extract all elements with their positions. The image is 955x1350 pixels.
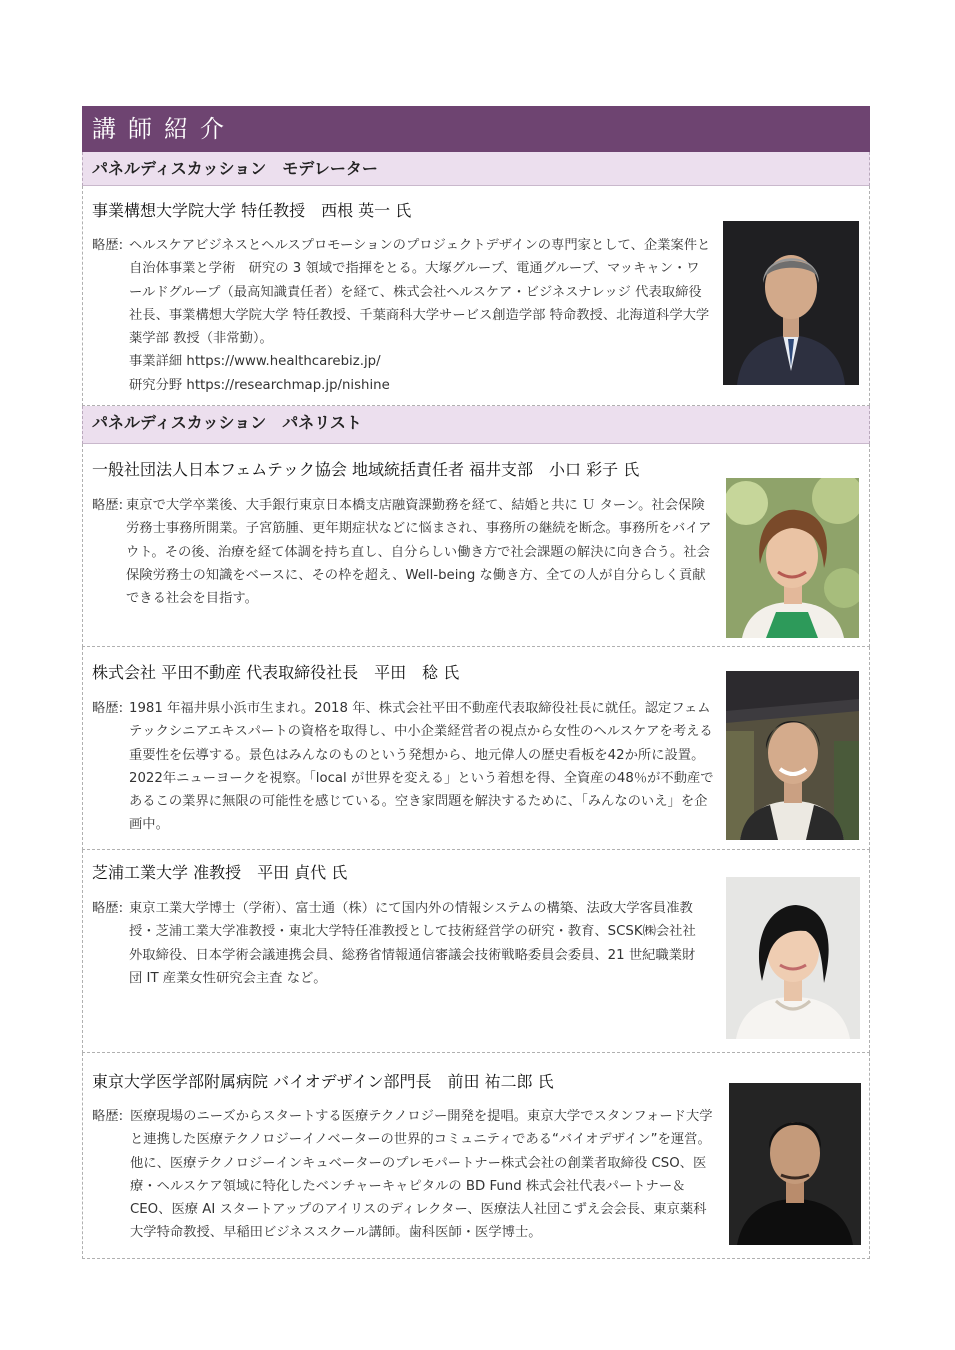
panelist-block	[82, 850, 870, 1053]
panelist-block	[82, 1053, 870, 1259]
bio-text: 医療現場のニーズからスタートする医療テクノロジー開発を提唱。東京大学でスタンフォード大学と連携した医療テクノロジーイノベーターの世界的コミュニティである“バイオデザイン”を運営。他に、医療テクノロジーインキュベーターのプレモパートナー株式会社の創業者取締役 CSO、医療・ヘルスケア領域に特化したベンチャーキャピタルの BD Fund 株式会社代表パートナー＆CEO、医療 AI スタートアップのアイリスのディレクター、医療法人社団こずえ会会長、東京薬科大学特命教授、早稲田ビジネススクール講師。歯科医師・医学博士。	[130, 1109, 713, 1241]
speaker-photo	[726, 877, 860, 1039]
bio-text: 1981 年福井県小浜市生まれ。2018 年、株式会社平田不動産代表取締役社長に就任。認定フェムテックシニアエキスパートの資格を取得し、中小企業経営者の視点から女性のヘルスケアを考える重要性を伝導する。景色はみんなのものという発想から、地元偉人の歴史看板を42か所に設置。2022年ニューヨークを視察。「local が世界を変える」という着想を得、全資産の48％が不動産であるこの業界に無限の可能性を感じている。空き家問題を解決するために、「みんなのいえ」を企画中。	[129, 701, 714, 833]
bio-label: 略歴:	[92, 1109, 124, 1124]
bio-text: ヘルスケアビジネスとヘルスプロモーションのプロジェクトデザインの専門家として、企業案件と自治体事業と学術 研究の 3 領域で指揮をとる。大塚グループ、電通グループ、マッキャン・ワールドグループ（最高知識責任者）を経て、株式会社ヘルスケア・ビジネスナレッジ 代表取締役社長、事業構想大学院大学 特任教授、千葉商科大学サービス創造学部 特命教授、北海道科学大学薬学部 教授（非常勤）。	[129, 238, 711, 347]
moderator-heading: パネルディスカッション モデレーター	[82, 152, 870, 186]
bio-label: 略歴:	[92, 901, 124, 916]
bio-label: 略歴:	[92, 238, 124, 253]
speaker-bio	[92, 234, 712, 397]
bio-label: 略歴:	[92, 498, 124, 513]
speaker-name: 株式会社 平田不動産 代表取締役社長 平田 稔 氏	[92, 663, 460, 682]
speaker-name: 一般社団法人日本フェムテック協会 地域統括責任者 福井支部 小口 彩子 氏	[92, 460, 640, 479]
speaker-name: 芝浦工業大学 准教授 平田 貞代 氏	[92, 863, 348, 882]
panelist-block	[82, 647, 870, 850]
speaker-name: 事業構想大学院大学 特任教授 西根 英一 氏	[92, 201, 412, 220]
speaker-bio	[92, 1105, 717, 1245]
panelist-heading: パネルディスカッション パネリスト	[82, 406, 870, 444]
speaker-photo	[726, 671, 859, 840]
bio-text: 東京工業大学博士（学術）、富士通（株）にて国内外の情報システムの構築、法政大学客員准教授・芝浦工業大学准教授・東北大学特任准教授として技術経営学の研究・教育、SCSK㈱会社社外取締役、日本学術会議連携会員、総務省情報通信審議会技術戦略委員会委員、21 世紀職業財団 IT 産業女性研究会主査 など。	[129, 901, 696, 986]
speaker-photo	[729, 1083, 861, 1245]
speaker-bio	[92, 494, 714, 610]
business-link[interactable]: 事業詳細 https://www.healthcarebiz.jp/	[129, 354, 381, 370]
page-title: 講師紹介	[82, 106, 870, 152]
speaker-photo	[723, 221, 859, 385]
speaker-bio	[92, 697, 716, 837]
research-link[interactable]: 研究分野 https://researchmap.jp/nishine	[129, 377, 390, 393]
bio-label: 略歴:	[92, 701, 124, 716]
speaker-name: 東京大学医学部附属病院 バイオデザイン部門長 前田 祐二郎 氏	[92, 1072, 554, 1091]
speaker-introduction-sheet	[82, 106, 870, 1259]
speaker-bio	[92, 897, 707, 990]
panelist-block	[82, 444, 870, 647]
bio-text: 東京で大学卒業後、大手銀行東京日本橋支店融資課勤務を経て、結婚と共に Ｕ ターン。社会保険労務士事務所開業。子宮筋腫、更年期症状などに悩まされ、事務所の継続を断念。事務所をバイアウト。その後、治療を経て体調を持ち直し、自分らしい働き方で社会課題の解決に向き合う。社会保険労務士の知識をベースに、その枠を超え、Well-being な働き方、全ての人が自分らしく貢献できる社会を目指す。	[126, 498, 712, 607]
speaker-photo	[726, 478, 859, 638]
moderator-block	[82, 186, 870, 406]
